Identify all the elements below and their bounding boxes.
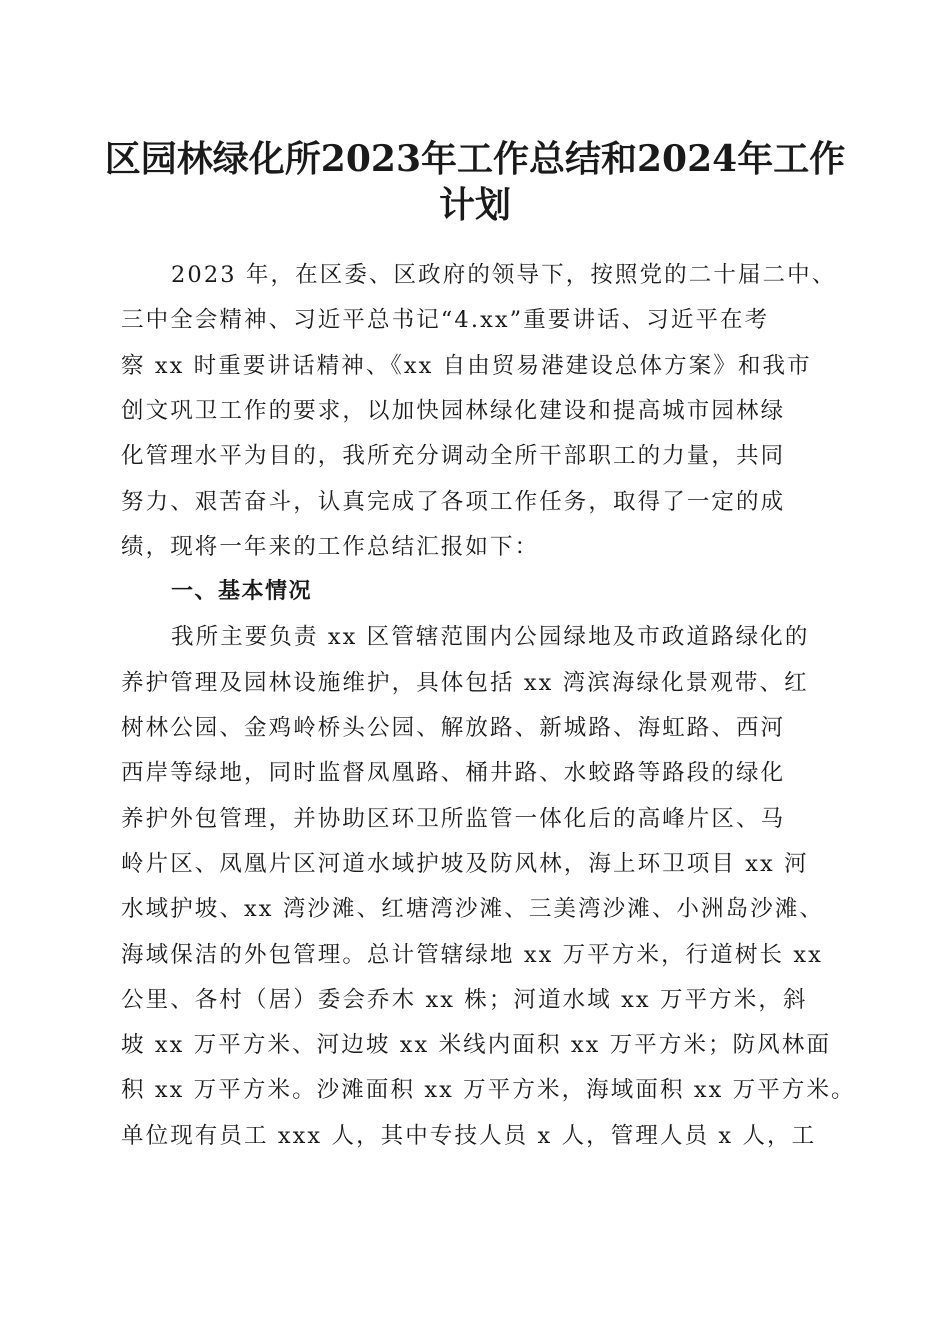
paragraph-line: 西岸等绿地，同时监督凤凰路、桶井路、水蛟路等路段的绿化 bbox=[121, 760, 786, 787]
paragraph-line: 树林公园、金鸡岭桥头公园、解放路、新城路、海虹路、西河 bbox=[121, 715, 786, 741]
paragraph-line: 积 xx 万平方米。沙滩面积 xx 万平方米，海域面积 xx 万平方米。 bbox=[121, 1077, 856, 1104]
paragraph-line: 化管理水平为目的，我所充分调动全所干部职工的力量，共同 bbox=[121, 443, 786, 470]
section-heading: 一、基本情况 bbox=[171, 579, 313, 605]
document-title-line-2: 计划 bbox=[438, 184, 511, 226]
paragraph-line: 绩，现将一年来的工作总结汇报如下： bbox=[121, 533, 540, 560]
paragraph-line: 海域保洁的外包管理。总计管辖绿地 xx 万平方米，行道树长 xx bbox=[121, 941, 823, 968]
paragraph-line: 岭片区、凤凰片区河道水域护坡及防风林，海上环卫项目 xx 河 bbox=[121, 850, 809, 877]
paragraph-line: 2023 年，在区委、区政府的领导下，按照党的二十届二中、 bbox=[171, 262, 837, 288]
paragraph-line: 创文巩卫工作的要求，以加快园林绿化建设和提高城市园林绿 bbox=[121, 397, 786, 424]
paragraph-line: 公里、各村（居）委会乔木 xx 株；河道水域 xx 万平方米，斜 bbox=[121, 986, 808, 1013]
document-title-line-1: 区园林绿化所2023年工作总结和2024年工作 bbox=[104, 138, 846, 180]
paragraph-line: 养护外包管理，并协助区环卫所监管一体化后的高峰片区、马 bbox=[121, 805, 786, 832]
paragraph-line: 坡 xx 万平方米、河边坡 xx 米线内面积 xx 万平方米；防风林面 bbox=[121, 1032, 832, 1059]
paragraph-line: 三中全会精神、习近平总书记“4.xx”重要讲话、习近平在考 bbox=[121, 307, 770, 334]
paragraph-line: 养护管理及园林设施维护，具体包括 xx 湾滨海绿化景观带、红 bbox=[121, 669, 809, 696]
paragraph-line: 察 xx 时重要讲话精神、《xx 自由贸易港建设总体方案》和我市 bbox=[121, 352, 812, 379]
paragraph-line: 单位现有员工 xxx 人，其中专技人员 x 人，管理人员 x 人，工 bbox=[121, 1122, 817, 1149]
paragraph-line: 我所主要负责 xx 区管辖范围内公园绿地及市政道路绿化的 bbox=[171, 624, 810, 651]
paragraph-line: 努力、艰苦奋斗，认真完成了各项工作任务，取得了一定的成 bbox=[121, 488, 786, 515]
paragraph-line: 水域护坡、xx 湾沙滩、红塘湾沙滩、三美湾沙滩、小洲岛沙滩、 bbox=[121, 896, 825, 923]
